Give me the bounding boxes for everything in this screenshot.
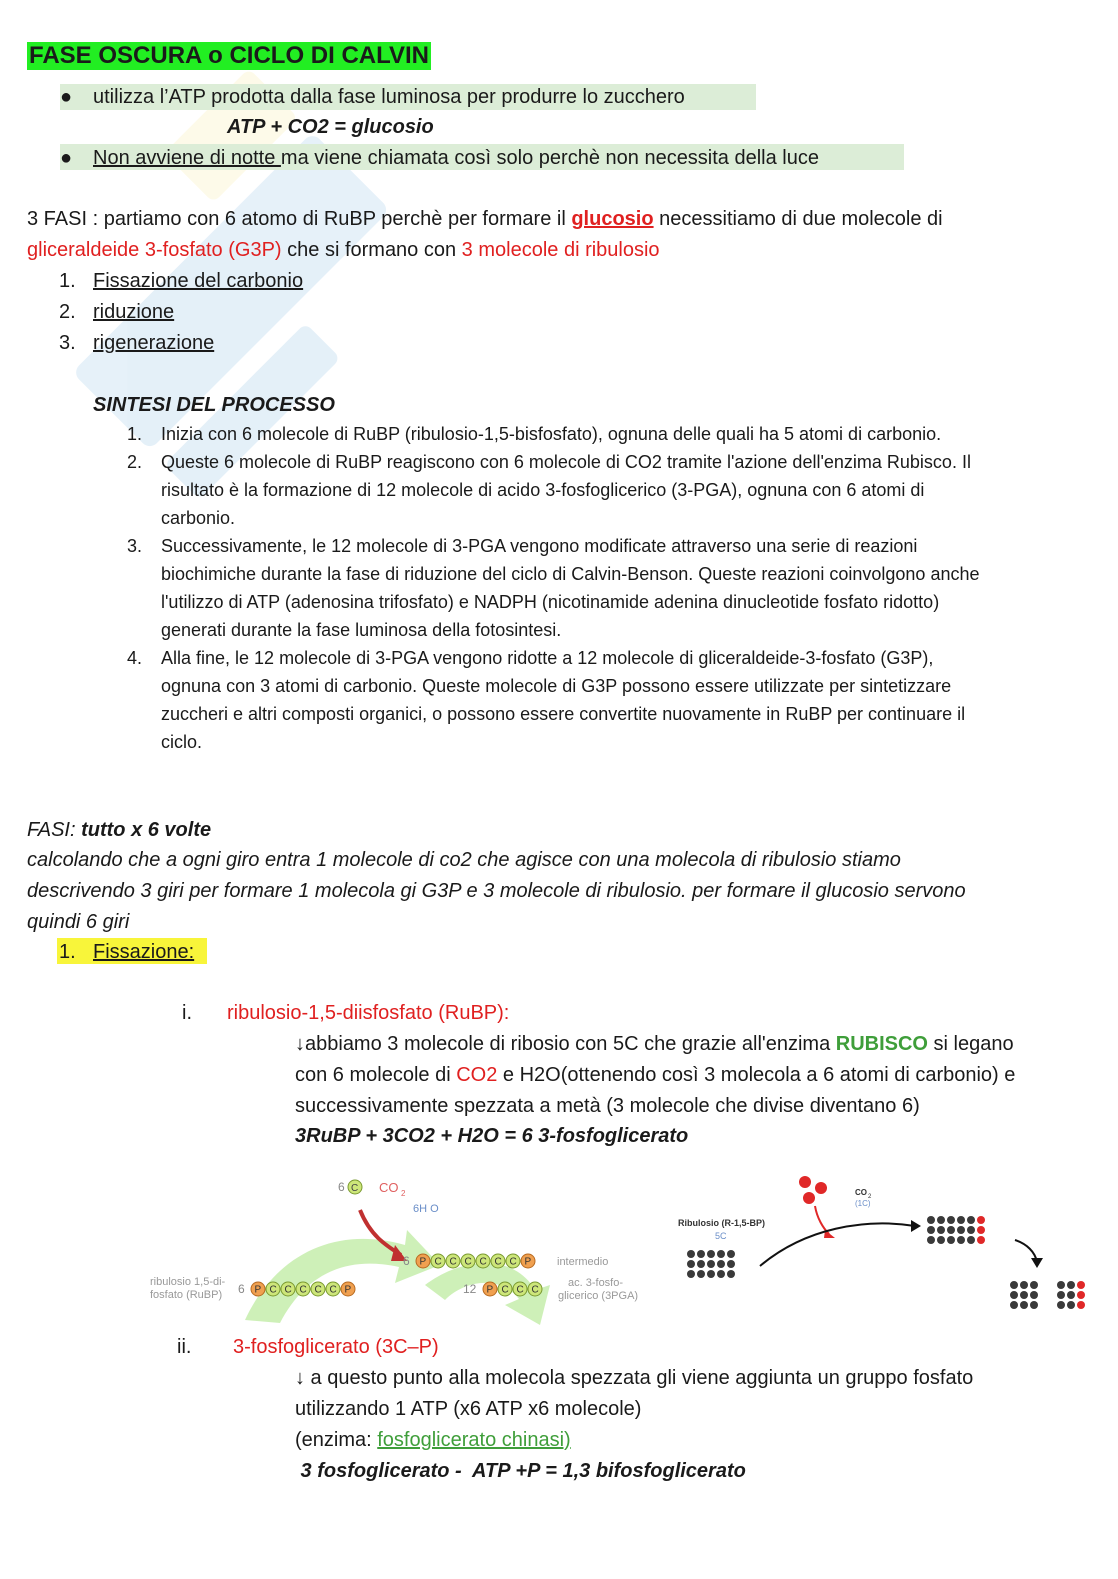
ribulosio-label: Ribulosio (R-1,5-BP) [678, 1218, 765, 1228]
bullet-2-text: ma viene chiamata così solo perchè non necessita della luce [280, 147, 819, 169]
list-number: 2. [59, 301, 76, 323]
step-ii-equation: 3 fosfoglicerato - ATP +P = 1,3 bifosfoglicerato [295, 1460, 746, 1482]
green-arrow-icon [245, 1230, 440, 1323]
atom-letter: C [494, 1256, 502, 1268]
atom-dot-icon [1010, 1291, 1018, 1299]
fasi-label-text: FASI: [27, 819, 82, 841]
fasi3-text: necessitiamo di due molecole di [653, 208, 943, 230]
atom-dot-icon [707, 1260, 715, 1268]
h2o-label: 6H O [413, 1203, 439, 1215]
co2-dot-icon [815, 1182, 827, 1194]
black-arrowhead-icon [1031, 1258, 1043, 1268]
atom-dot-icon [967, 1216, 975, 1224]
fissazione-title: Fissazione: [93, 941, 195, 963]
red-arrow-icon [815, 1206, 829, 1234]
sintesi-text: risultato è la formazione di 12 molecole di acido 3-fosfoglicerico (3-PGA), ognuna con 6 atomi di [161, 480, 925, 500]
fasi3-text: che si formano con [281, 239, 462, 261]
atom-dot-icon [937, 1226, 945, 1234]
atom-dot-icon [1067, 1281, 1075, 1289]
atom-dot-icon [967, 1236, 975, 1244]
fasi3-line2 [27, 238, 660, 262]
atom-dot-icon [1067, 1301, 1075, 1309]
carbon-letter: C [351, 1183, 359, 1194]
sintesi-item [127, 532, 1087, 560]
atom-dot-icon [717, 1270, 725, 1278]
sintesi-text: Successivamente, le 12 molecole di 3-PGA vengono modificate attraverso una serie di reazioni [161, 536, 918, 556]
atom-dot-icon [1030, 1281, 1038, 1289]
atom-dot-icon [717, 1260, 725, 1268]
atom-dot-icon [937, 1236, 945, 1244]
list-number: 2. [127, 452, 143, 472]
atom-dot-icon [967, 1226, 975, 1234]
atom-dot-icon [687, 1270, 695, 1278]
co2-sub: 2 [401, 1189, 406, 1198]
atom-letter: C [269, 1284, 277, 1296]
onec-label: (1C) [855, 1199, 871, 1208]
atom-dot-icon [947, 1216, 955, 1224]
atom-dot-icon [1057, 1291, 1065, 1299]
atom-dot-icon [927, 1216, 935, 1224]
phase-name: riduzione [93, 301, 175, 323]
co2-dot-icon [803, 1192, 815, 1204]
sintesi-text: ognuna con 3 atomi di carbonio. Queste molecole di G3P possono essere utilizzate per sintetizzare [161, 676, 952, 696]
atom-dot-icon [977, 1226, 985, 1234]
fasi-desc: descrivendo 3 giri per formare 1 molecola gi G3P e 3 molecole di ribulosio. per formare il glucosio servono [27, 880, 966, 902]
step-i-text: e H2O(ottenendo così 3 molecola a 6 atomi di carbonio) e [497, 1064, 1016, 1086]
page-title: FASE OSCURA o CICLO DI CALVIN [29, 42, 430, 69]
fixation-diagram [145, 1175, 665, 1335]
atom-dot-icon [1077, 1281, 1085, 1289]
co2-dot-icon [799, 1176, 811, 1188]
step-i-number: i. [182, 1002, 192, 1024]
sintesi-item [127, 420, 1087, 448]
fasi-desc: calcolando che a ogni giro entra 1 molecole di co2 che agisce con una molecola di ribulosio stiamo [27, 849, 901, 871]
black-arrow-icon [760, 1223, 915, 1266]
step-i-equation: 3RuBP + 3CO2 + H2O = 6 3-fosfoglicerato [295, 1125, 689, 1147]
atom-letter: C [299, 1284, 307, 1296]
atom-dot-icon [1067, 1291, 1075, 1299]
fasi-label-bold: tutto x 6 volte [81, 819, 212, 841]
step-i-line1 [295, 1032, 1014, 1056]
fivec-label: 5C [715, 1231, 727, 1241]
atom-dot-icon [727, 1260, 735, 1268]
co2-label: CO [855, 1188, 867, 1197]
step-i-title: ribulosio-1,5-diisfosfato (RuBP): [227, 1002, 510, 1024]
list-number: 3. [127, 536, 143, 556]
atom-dot-icon [717, 1250, 725, 1258]
g3p-term: gliceraldeide 3-fosfato (G3P) [27, 239, 282, 261]
black-arrowhead-icon [911, 1220, 921, 1232]
atom-letter: C [501, 1284, 509, 1296]
pga-label: glicerico (3PGA) [558, 1290, 639, 1302]
step-i-text: successivamente spezzata a metà (3 molecole che divise diventano 6) [295, 1095, 920, 1117]
bullet-1-text: utilizza l’ATP prodotta dalla fase luminosa per produrre lo zucchero [93, 86, 685, 108]
equation-atp-co2: ATP + CO2 = glucosio [227, 116, 434, 138]
phase-list-item [59, 269, 303, 293]
atom-dot-icon [687, 1260, 695, 1268]
step-ii-enzyme [295, 1428, 571, 1452]
sintesi-text: ciclo. [161, 732, 203, 752]
step-ii-text: utilizzando 1 ATP (x6 ATP x6 molecole) [295, 1398, 642, 1420]
count-label: 6 [238, 1282, 245, 1296]
atom-letter: P [486, 1284, 494, 1296]
bullet-1: ● utilizza l’ATP prodotta dalla fase luminosa per produrre lo zucchero [60, 86, 685, 108]
atom-dot-icon [727, 1270, 735, 1278]
fissazione-item [59, 940, 194, 964]
step-i-text: con 6 molecole di [295, 1064, 457, 1086]
atom-dot-icon [697, 1250, 705, 1258]
atom-letter: P [344, 1284, 352, 1296]
atom-dot-icon [707, 1250, 715, 1258]
co2-label: CO [379, 1180, 399, 1195]
atom-dot-icon [927, 1236, 935, 1244]
atom-dot-icon [1030, 1291, 1038, 1299]
atom-dot-icon [957, 1216, 965, 1224]
phase-name: Fissazione del carbonio [93, 270, 304, 292]
sintesi-text: Inizia con 6 molecole di RuBP (ribulosio-1,5-bisfosfato), ognuna delle quali ha 5 atomi di carbonio. [161, 424, 942, 444]
atom-dot-icon [1057, 1281, 1065, 1289]
step-i-text: si legano [928, 1033, 1014, 1055]
atom-letter: C [284, 1284, 292, 1296]
atom-dot-icon [1020, 1301, 1028, 1309]
phase-list-item [59, 331, 214, 355]
atom-dot-icon [1077, 1291, 1085, 1299]
fasi3-text: 3 FASI : partiamo con 6 atomo di RuBP perchè per formare il [27, 208, 572, 230]
sintesi-text: Alla fine, le 12 molecole di 3-PGA vengono ridotte a 12 molecole di gliceraldeide-3-fosfato (G3P), [161, 648, 934, 668]
bullet-2-underlined: Non avviene di notte [93, 147, 281, 169]
list-number: 1. [127, 424, 143, 444]
atom-dot-icon [937, 1216, 945, 1224]
atom-dot-icon [1020, 1281, 1028, 1289]
phase-list-item [59, 300, 174, 324]
sintesi-text: generati durante la fase luminosa della fotosintesi. [161, 620, 562, 640]
co2-sub: 2 [868, 1194, 872, 1200]
atom-dot-icon [1020, 1291, 1028, 1299]
atom-letter: C [314, 1284, 322, 1296]
sintesi-text: l'utilizzo di ATP (adenosina trifosfato) e NADPH (nicotinamide adenina dinucleotide fosfato ridotto) [161, 592, 940, 612]
step-ii-text: ↓ a questo punto alla molecola spezzata gli viene aggiunta un gruppo fosfato [295, 1367, 974, 1389]
sintesi-text: Queste 6 molecole di RuBP reagiscono con 6 molecole di CO2 tramite l'azione dell'enzima Rubisco. Il [161, 452, 971, 472]
atom-letter: C [509, 1256, 517, 1268]
atom-dot-icon [947, 1236, 955, 1244]
step-ii-text: (enzima: [295, 1429, 378, 1451]
atom-dot-icon [697, 1270, 705, 1278]
count-label: 12 [463, 1282, 477, 1296]
atom-letter: C [464, 1256, 472, 1268]
list-number: 1. [59, 941, 76, 963]
atom-dot-icon [687, 1250, 695, 1258]
rubisco-term: RUBISCO [835, 1033, 928, 1055]
glucosio-link: glucosio [571, 208, 654, 230]
atom-dot-icon [1010, 1281, 1018, 1289]
list-number: 4. [127, 648, 143, 668]
step-i-line2 [295, 1063, 1015, 1087]
sintesi-list [127, 420, 1087, 756]
sintesi-text: carbonio. [161, 508, 236, 528]
count-label: 6 [338, 1180, 345, 1194]
sintesi-text: biochimiche durante la fase di riduzione del ciclo di Calvin-Benson. Queste reazioni coinvolgono anche [161, 564, 980, 584]
atom-letter: C [434, 1256, 442, 1268]
atom-dot-icon [977, 1216, 985, 1224]
atom-letter: C [531, 1284, 539, 1296]
enzyme-link[interactable]: fosfoglicerato chinasi) [377, 1429, 571, 1451]
fasi3-line1 [27, 207, 943, 231]
list-number: 1. [59, 270, 76, 292]
atom-dot-icon [957, 1226, 965, 1234]
atom-letter: C [516, 1284, 524, 1296]
rubp-label: ribulosio 1,5-di- [150, 1276, 226, 1288]
atom-letter: P [254, 1284, 262, 1296]
sintesi-heading: SINTESI DEL PROCESSO [93, 394, 335, 416]
phase-name: rigenerazione [93, 332, 215, 354]
atom-dot-icon [727, 1250, 735, 1258]
rubp-label: fosfato (RuBP) [150, 1289, 223, 1301]
ribulosio-term: 3 molecole di ribulosio [461, 239, 660, 261]
intermedio-label: intermedio [557, 1256, 609, 1268]
count-label: 6 [403, 1254, 410, 1268]
atom-letter: P [524, 1256, 532, 1268]
fasi-label [27, 818, 211, 842]
atom-dot-icon [957, 1236, 965, 1244]
atom-dot-icon [707, 1270, 715, 1278]
dots-diagram [675, 1168, 1110, 1328]
atom-letter: C [449, 1256, 457, 1268]
fasi-desc: quindi 6 giri [27, 911, 130, 933]
atom-letter: C [479, 1256, 487, 1268]
atom-dot-icon [1077, 1301, 1085, 1309]
sintesi-item [127, 644, 1087, 672]
step-ii-title: 3-fosfoglicerato (3C–P) [233, 1336, 439, 1358]
atom-letter: P [419, 1256, 427, 1268]
atom-dot-icon [1010, 1301, 1018, 1309]
atom-dot-icon [947, 1226, 955, 1234]
sintesi-text: zuccheri e altri composti organici, o possono essere convertite nuovamente in RuBP per continuare il [161, 704, 966, 724]
step-ii-number: ii. [177, 1336, 192, 1358]
sintesi-item [127, 448, 1087, 476]
co2-term: CO2 [456, 1064, 498, 1086]
atom-letter: C [329, 1284, 337, 1296]
list-number: 3. [59, 332, 76, 354]
atom-dot-icon [1057, 1301, 1065, 1309]
atom-dot-icon [697, 1260, 705, 1268]
atom-dot-icon [1030, 1301, 1038, 1309]
bullet-2: ● Non avviene di notte ma viene chiamata così solo perchè non necessita della luce [60, 147, 819, 169]
pga-label: ac. 3-fosfo- [568, 1277, 624, 1289]
step-i-text: ↓abbiamo 3 molecole di ribosio con 5C che grazie all'enzima [295, 1033, 836, 1055]
atom-dot-icon [927, 1226, 935, 1234]
atom-dot-icon [977, 1236, 985, 1244]
